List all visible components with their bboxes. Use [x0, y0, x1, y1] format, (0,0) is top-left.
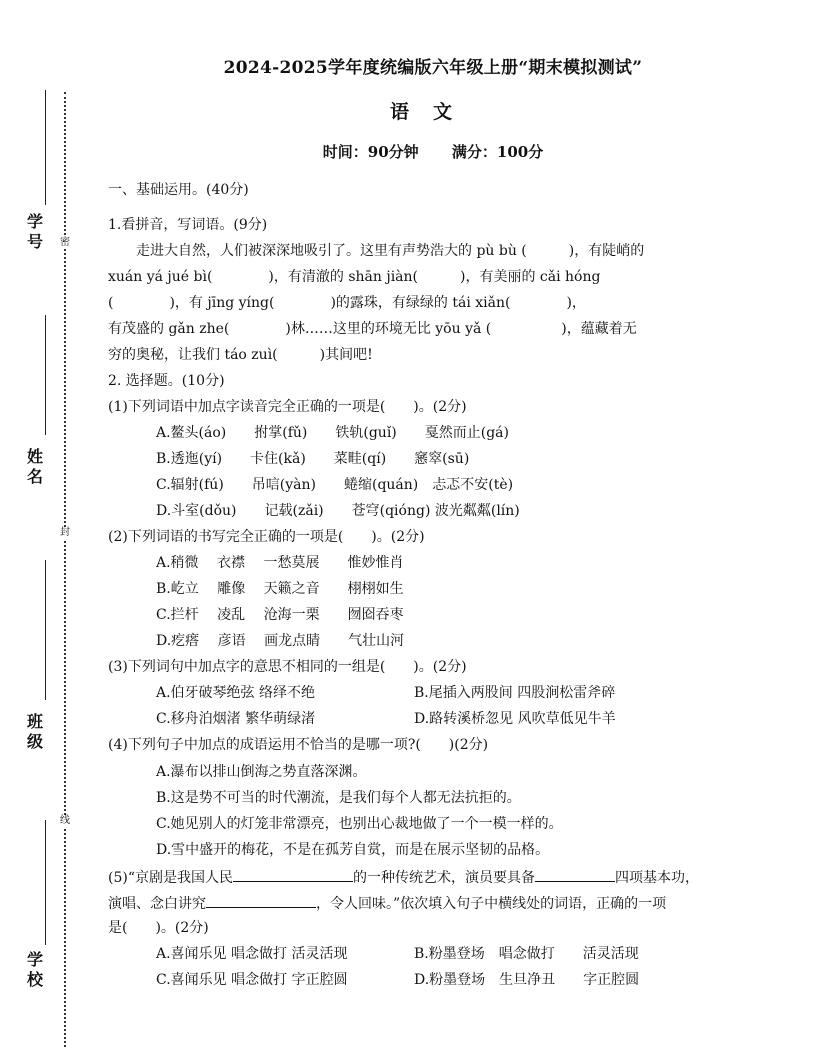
label-name: 姓名: [26, 447, 45, 486]
student-id-line: [45, 90, 46, 205]
exam-meta: [108, 141, 758, 162]
q2-4-option-b: B.这是势不可当的时代潮流，是我们每个人都无法抗拒的。: [156, 790, 521, 806]
q2-2-stem: (2)下列词语的书写完全正确的一项是( )。(2分): [108, 529, 425, 545]
q2-5-option-b: B.粉墨登场 唱念做打 活灵活现: [414, 946, 639, 962]
label-school: 学校: [26, 950, 45, 989]
q2-5-text-a: (5)“京剧是我国人民: [108, 870, 233, 886]
q2-3-option-a: A.伯牙破琴绝弦 络绎不绝: [156, 685, 316, 701]
q2-2-option-d: D.疙瘩 彦语 画龙点睛 气壮山河: [156, 633, 405, 649]
q2-5-stem-line-3: 是( )。(2分): [108, 920, 209, 936]
q2-5-stem-line-1: [108, 867, 699, 887]
seal-char-feng: 封: [60, 527, 70, 538]
exam-score: 满分：100分: [451, 143, 544, 161]
q2-5-blank-3[interactable]: [206, 893, 316, 908]
q2-4-stem: (4)下列句子中加点的成语运用不恰当的是哪一项?( )(2分): [108, 737, 489, 753]
q2-5-option-c: C.喜闻乐见 唱念做打 字正腔圆: [156, 972, 348, 988]
question-1-heading: 1.看拼音，写词语。(9分): [108, 217, 268, 233]
q2-3-option-c: C.移舟泊烟渚 繁华萌绿渚: [156, 711, 316, 727]
q2-4-option-a: A.瀑布以排山倒海之势直落深渊。: [156, 764, 367, 780]
q2-5-option-d: D.粉墨登场 生旦净丑 字正腔圆: [414, 972, 640, 988]
q2-2-option-b: B.屹立 雕像 天籁之音 栩栩如生: [156, 581, 404, 597]
q2-5-text-e: ，令人回味。”依次填入句子中横线处的词语，正确的一项: [316, 896, 667, 912]
q1-line-1: 走进大自然，人们被深深地吸引了。这里有声势浩大的 pù bù ( )，有陡峭的: [108, 243, 645, 259]
q2-1-stem: (1)下列词语中加点字读音完全正确的一项是( )。(2分): [108, 399, 467, 415]
seal-dotted-line: [64, 92, 66, 1047]
exam-time: 时间：90分钟: [322, 143, 419, 161]
binding-margin: [0, 0, 100, 1056]
q2-4-option-c: C.她见别人的灯笼非常漂亮，也别出心裁地做了一个一模一样的。: [156, 816, 563, 832]
q2-4-option-d: D.雪中盛开的梅花，不是在孤芳自赏，而是在展示坚韧的品格。: [156, 842, 550, 858]
seal-char-xian: 线: [60, 815, 70, 826]
q2-1-option-a: A.鳌头(áo) 拊掌(fǔ) 铁轨(guǐ) 戛然而止(gá): [156, 425, 509, 441]
q2-3-option-b: B.尾插入两股间 四股涧松雷斧碎: [414, 685, 616, 701]
name-line: [45, 315, 46, 435]
q2-5-stem-line-2: [108, 893, 666, 913]
section-one-heading: 一、基础运用。(40分): [108, 182, 249, 198]
question-2-heading: 2. 选择题。(10分): [108, 373, 225, 389]
school-line: [45, 820, 46, 945]
q2-5-text-d: 演唱、念白讲究: [108, 896, 206, 912]
label-class: 班级: [26, 712, 45, 751]
q1-line-2: xuán yá jué bì( )，有清澈的 shān jiàn( )，有美丽的 cǎi hóng: [108, 269, 601, 285]
label-student-id: 学号: [26, 212, 45, 251]
q2-5-blank-2[interactable]: [535, 867, 615, 882]
q2-3-option-d: D.路转溪桥忽见 风吹草低见牛羊: [414, 711, 616, 727]
q2-3-stem: (3)下列词句中加点字的意思不相同的一组是( )。(2分): [108, 659, 467, 675]
exam-title: 2024-2025学年度统编版六年级上册“期末模拟测试”: [223, 58, 643, 78]
q2-1-option-b: B.透迤(yí) 卡住(kǎ) 菜畦(qí) 窸窣(sū): [156, 451, 470, 467]
q2-1-option-d: D.斗室(dǒu) 记载(zǎi) 苍穹(qióng) 波光粼粼(lín): [156, 503, 520, 519]
class-line: [45, 560, 46, 700]
q2-2-option-a: A.稍微 衣襟 一愁莫展 惟妙惟肖: [156, 555, 404, 571]
exam-subject: 语文: [389, 101, 476, 123]
q2-1-option-c: C.辐射(fú) 吊唁(yàn) 蜷缩(quán) 忐忑不安(tè): [156, 477, 514, 493]
q2-5-option-a: A.喜闻乐见 唱念做打 活灵活现: [156, 946, 348, 962]
q2-5-text-c: 四项基本功，: [615, 870, 699, 886]
q2-2-option-c: C.拦杆 凌乱 沧海一栗 囫囵吞枣: [156, 607, 404, 623]
q1-line-5: 穷的奥秘，让我们 táo zuì( )其间吧!: [108, 347, 373, 363]
q1-line-4: 有茂盛的 gǎn zhe( )林……这里的环境无比 yōu yǎ ( )，蕴藏着无: [108, 321, 637, 337]
seal-char-mi: 密: [60, 237, 70, 248]
q1-line-3: ( )，有 jīng yíng( )的露珠，有绿绿的 tái xiǎn( )，: [108, 295, 586, 311]
q2-5-text-b: 的一种传统艺术，演员要具备: [353, 870, 535, 886]
q2-5-blank-1[interactable]: [233, 867, 353, 882]
